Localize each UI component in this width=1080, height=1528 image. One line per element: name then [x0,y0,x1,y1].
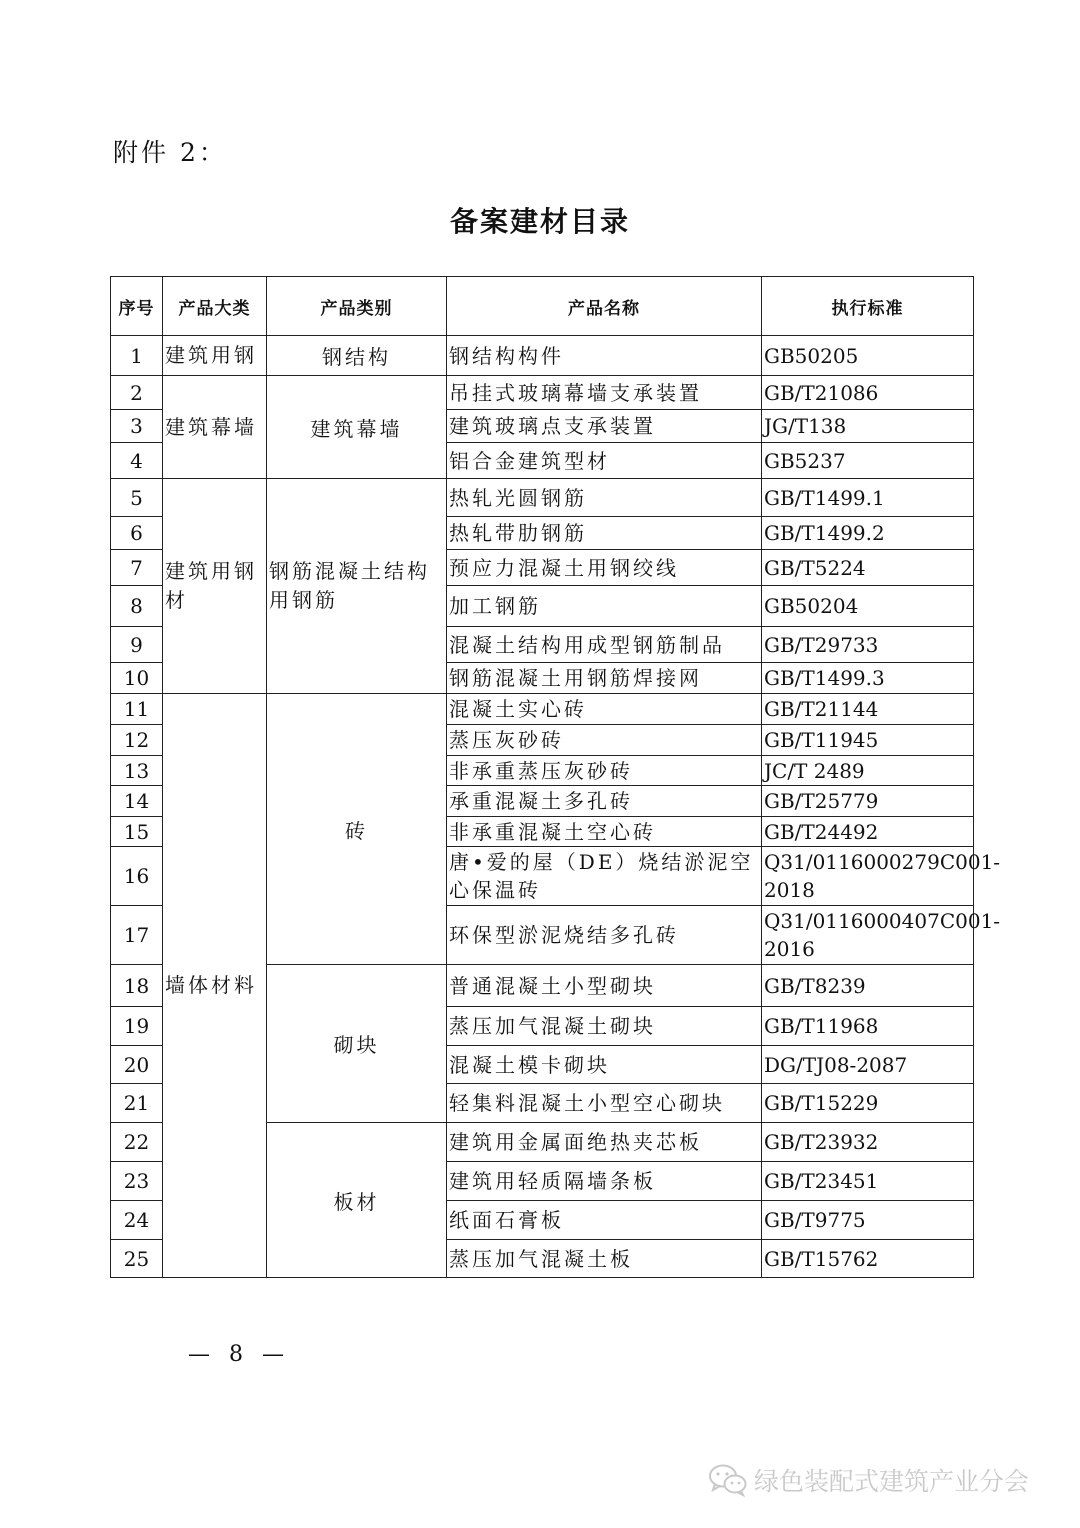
table-row [111,336,974,376]
standard-code: GB/T21086 [762,376,974,410]
standard-code: Q31/0116000279C001-2018 [762,847,974,906]
standard-code: GB/T29733 [762,627,974,663]
standard-code: GB/T9775 [762,1201,974,1240]
major-category-cell: 建筑用钢 [163,336,267,376]
standard-code: GB/T24492 [762,817,974,847]
standard-code: GB/T21144 [762,694,974,725]
standard-code: GB/T5224 [762,550,974,586]
product-name: 蒸压加气混凝土板 [447,1240,762,1278]
row-number: 14 [111,786,163,817]
row-number: 12 [111,725,163,756]
product-name: 混凝土实心砖 [447,694,762,725]
watermark [708,1462,1029,1498]
col-header-major-category: 产品大类 [163,277,267,336]
row-number: 23 [111,1162,163,1201]
product-name: 环保型淤泥烧结多孔砖 [447,906,762,965]
product-name: 纸面石膏板 [447,1201,762,1240]
row-number: 21 [111,1084,163,1123]
row-number: 19 [111,1007,163,1046]
row-number: 8 [111,586,163,627]
product-name: 建筑玻璃点支承装置 [447,410,762,443]
product-name: 钢筋混凝土用钢筋焊接网 [447,663,762,694]
standard-code: JC/T 2489 [762,756,974,786]
col-header-standard: 执行标准 [762,277,974,336]
row-number: 15 [111,817,163,847]
standard-code: GB5237 [762,443,974,479]
product-name: 热轧光圆钢筋 [447,479,762,517]
standard-code: GB/T1499.1 [762,479,974,517]
col-header-product-name: 产品名称 [447,277,762,336]
product-name: 轻集料混凝土小型空心砌块 [447,1084,762,1123]
product-name: 铝合金建筑型材 [447,443,762,479]
product-name: 非承重混凝土空心砖 [447,817,762,847]
category-cell: 砖 [267,694,447,965]
table-row [111,479,974,517]
document-title: 备案建材目录 [449,205,630,238]
row-number: 7 [111,550,163,586]
building-materials-table [110,276,1001,1278]
row-number: 18 [111,965,163,1007]
standard-code: GB/T15762 [762,1240,974,1278]
product-name: 唐•爱的屋（DE）烧结淤泥空心保温砖 [447,847,762,906]
product-name: 预应力混凝土用钢绞线 [447,550,762,586]
row-number: 9 [111,627,163,663]
standard-code: GB50204 [762,586,974,627]
standard-code: GB/T23932 [762,1123,974,1162]
category-cell: 钢筋混凝土结构用钢筋 [267,479,447,694]
product-name: 混凝土模卡砌块 [447,1046,762,1084]
standard-code: GB/T11968 [762,1007,974,1046]
category-cell: 建筑幕墙 [267,376,447,479]
product-name: 普通混凝土小型砌块 [447,965,762,1007]
product-name: 蒸压加气混凝土砌块 [447,1007,762,1046]
category-cell: 砌块 [267,965,447,1123]
major-category-cell: 墙体材料 [163,694,267,1278]
category-cell: 钢结构 [267,336,447,376]
standard-code: GB/T1499.3 [762,663,974,694]
row-number: 10 [111,663,163,694]
table-row [111,694,974,725]
row-number: 24 [111,1201,163,1240]
standard-code: GB/T1499.2 [762,517,974,550]
row-number: 13 [111,756,163,786]
table-row [111,376,974,410]
standard-code: Q31/0116000407C001-2016 [762,906,974,965]
product-name: 热轧带肋钢筋 [447,517,762,550]
row-number: 5 [111,479,163,517]
product-name: 非承重蒸压灰砂砖 [447,756,762,786]
row-number: 3 [111,410,163,443]
row-number: 20 [111,1046,163,1084]
wechat-icon [708,1463,748,1497]
product-name: 加工钢筋 [447,586,762,627]
major-category-cell: 建筑幕墙 [163,376,267,479]
row-number: 6 [111,517,163,550]
row-number: 22 [111,1123,163,1162]
category-cell: 板材 [267,1123,447,1278]
product-name: 承重混凝土多孔砖 [447,786,762,817]
page-number: — 8 — [188,1342,290,1367]
row-number: 1 [111,336,163,376]
standard-code: GB/T8239 [762,965,974,1007]
product-name: 建筑用轻质隔墙条板 [447,1162,762,1201]
row-number: 2 [111,376,163,410]
standard-code: GB/T25779 [762,786,974,817]
product-name: 混凝土结构用成型钢筋制品 [447,627,762,663]
col-header-no: 序号 [111,277,163,336]
standard-code: JG/T138 [762,410,974,443]
standard-code: GB/T23451 [762,1162,974,1201]
watermark-text: 绿色装配式建筑产业分会 [754,1467,1030,1496]
row-number: 17 [111,906,163,965]
table-header-row [111,277,974,336]
product-name: 建筑用金属面绝热夹芯板 [447,1123,762,1162]
row-number: 16 [111,847,163,906]
col-header-category: 产品类别 [267,277,447,336]
standard-code: GB/T15229 [762,1084,974,1123]
row-number: 11 [111,694,163,725]
product-name: 蒸压灰砂砖 [447,725,762,756]
standard-code: DG/TJ08-2087 [762,1046,974,1084]
attachment-label: 附件 2： [113,138,227,167]
row-number: 4 [111,443,163,479]
major-category-cell: 建筑用钢材 [163,479,267,694]
product-name: 钢结构构件 [447,336,762,376]
standard-code: GB50205 [762,336,974,376]
standard-code: GB/T11945 [762,725,974,756]
row-number: 25 [111,1240,163,1278]
product-name: 吊挂式玻璃幕墙支承装置 [447,376,762,410]
